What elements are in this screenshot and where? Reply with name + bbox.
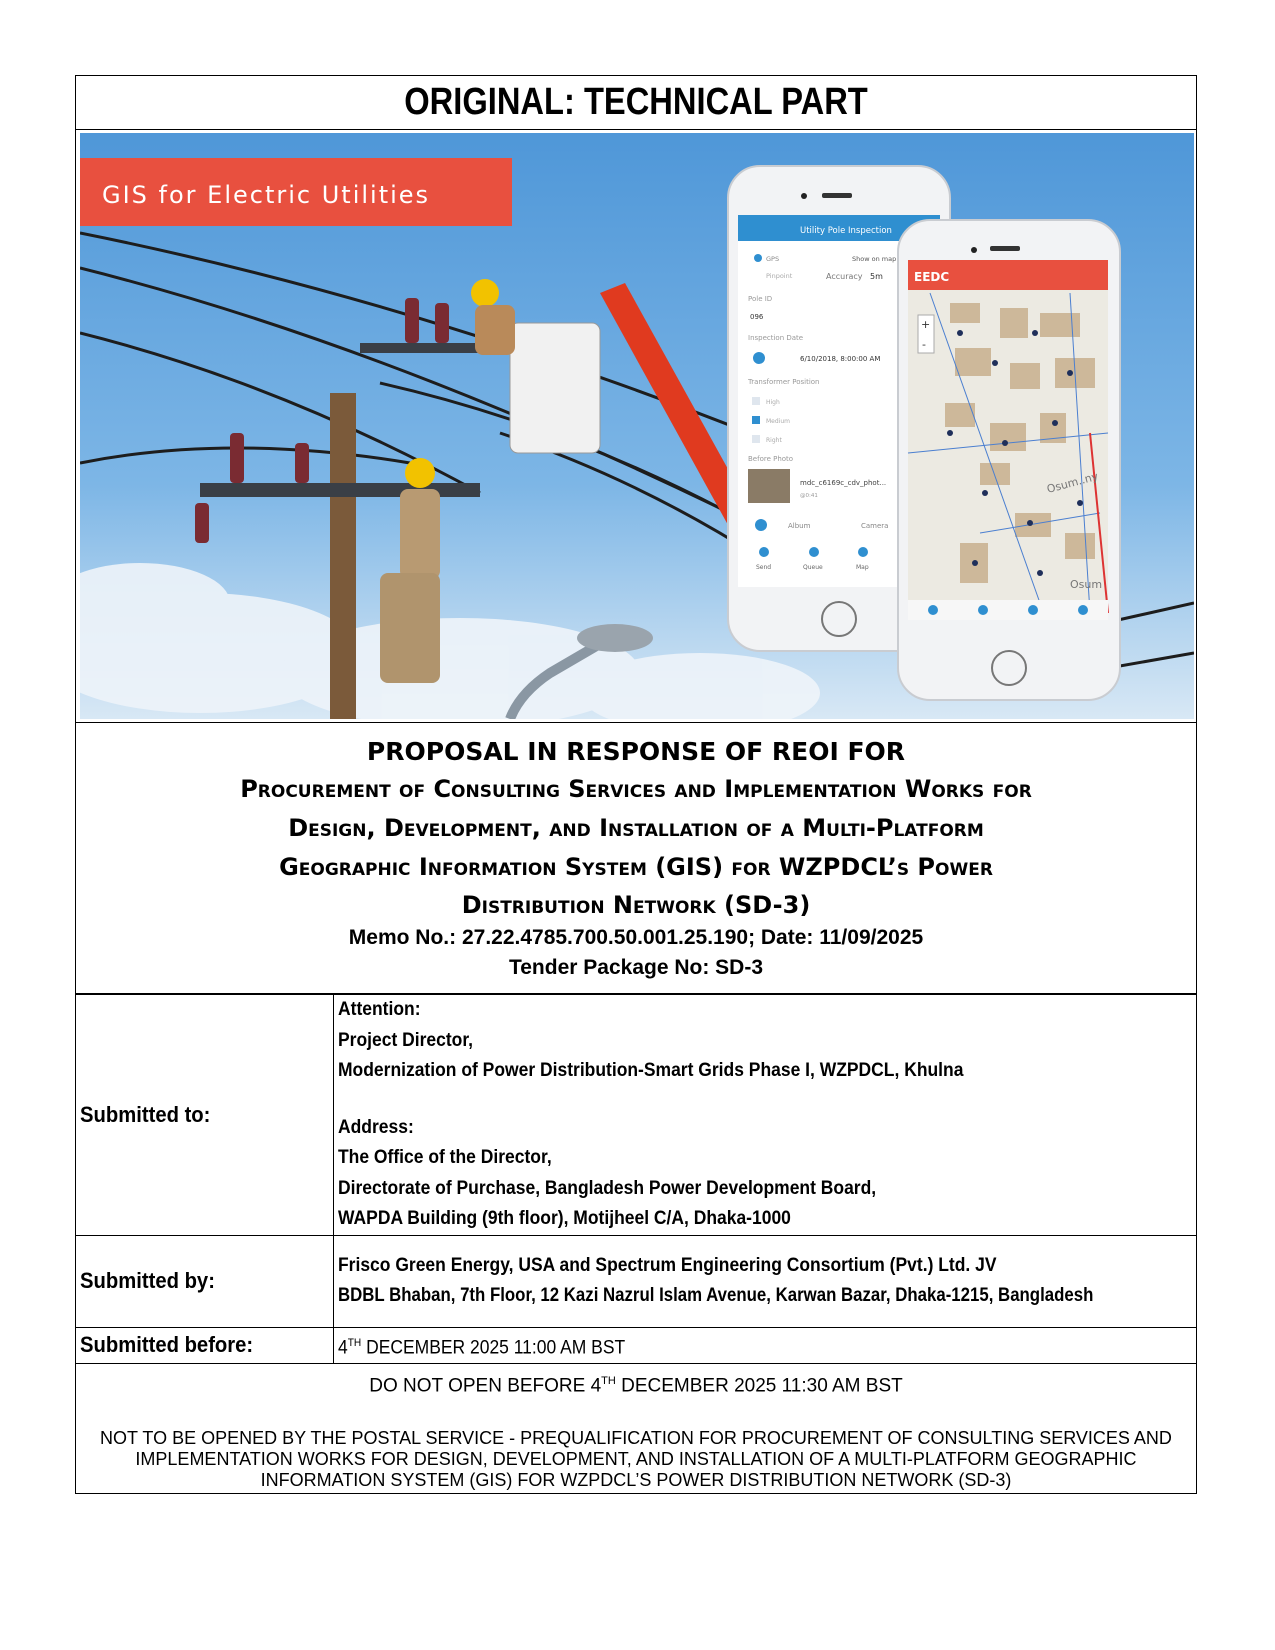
title-row: [76, 76, 1196, 130]
submitted-before-label: Submitted before:: [76, 1327, 334, 1364]
pole-id-value: 096: [750, 313, 764, 321]
app-title: Utility Pole Inspection: [800, 226, 892, 236]
cross-arm-upper: [360, 343, 480, 353]
address-line-2: Directorate of Purchase, Bangladesh Power Development Board,: [338, 1177, 877, 1199]
submitted-by-value: [334, 1235, 1196, 1327]
zoom-out-button: -: [922, 338, 926, 351]
camera-button: Camera: [861, 522, 889, 530]
map-button: Map: [856, 564, 869, 571]
pinpoint-option: Pinpoint: [766, 272, 793, 280]
address-line-3: WAPDA Building (9th floor), Motijheel C/A, Dhaka-1000: [338, 1208, 792, 1229]
street-label-1: Osum..ny: [1045, 469, 1100, 496]
submitted-by-label: Submitted by:: [76, 1235, 334, 1327]
submission-table: [76, 994, 1196, 1493]
street-label-2: Osum: [1070, 578, 1103, 591]
page-title: ORIGINAL: TECHNICAL PART: [404, 81, 868, 123]
eedc-logo: EEDC: [914, 270, 950, 284]
submitted-before-value: [334, 1327, 1196, 1364]
opt-medium: Medium: [766, 418, 790, 425]
hero-image: [76, 130, 1196, 723]
pole-id-label: Pole ID: [748, 295, 773, 303]
accuracy-value: 5m: [870, 272, 883, 281]
document-frame: [75, 75, 1197, 1494]
submitted-before-rest: DECEMBER 2025 11:00 AM BST: [361, 1336, 626, 1358]
attention-label: Attention:: [338, 999, 422, 1020]
proposal-heading: PROPOSAL IN RESPONSE OF REOI FOR: [366, 737, 906, 766]
opt-high: High: [766, 399, 780, 406]
photo-name: mdc_c6169c_cdv_phot...: [800, 479, 887, 487]
row-submitted-by: [76, 1235, 1196, 1327]
address-line-1: The Office of the Director,: [338, 1147, 553, 1168]
proposal-line-3: Geographic Information System (GIS) for WZPDCL’s Power: [279, 853, 993, 881]
utility-pole: [330, 393, 356, 719]
submitted-to-value: [334, 995, 1196, 1236]
zoom-in-button: +: [921, 318, 931, 331]
postal-note: NOT TO BE OPENED BY THE POSTAL SERVICE - PREQUALIFICATION FOR PROCUREMENT OF CONSULTING SERVICES AND IMPLEMENTATION WORKS FOR DESIGN, DEVELOPMENT, AND INSTALLATION OF A MULTI-PLATFORM GEOGRAPHIC INFORMATION SYSTEM (GIS) FOR WZPDCL’S POWER DISTRIBUTION NETWORK (SD-3): [100, 1427, 1172, 1490]
submitted-before-sup: TH: [348, 1336, 362, 1349]
address-label: Address:: [338, 1116, 415, 1138]
submitted-before-day: 4: [338, 1336, 349, 1358]
proposal-line-1: Procurement of Consulting Services and Implementation Works for: [240, 775, 1032, 803]
row-submitted-before: [76, 1327, 1196, 1364]
banner-text: GIS for Electric Utilities: [102, 181, 431, 209]
opt-right: Right: [766, 437, 782, 444]
album-button: Album: [788, 522, 811, 530]
queue-button: Queue: [803, 564, 823, 571]
row-submitted-to: [76, 995, 1196, 1236]
phone-map: [898, 220, 1120, 700]
photo-thumb: [748, 469, 790, 503]
submitted-to-label: Submitted to:: [76, 995, 334, 1236]
footer-notice: [76, 1364, 1196, 1492]
submitted-by-line-1: Frisco Green Energy, USA and Spectrum Engineering Consortium (Pvt.) Ltd. JV: [338, 1254, 998, 1276]
proposal-block: [76, 723, 1196, 994]
street-light-head: [577, 624, 653, 652]
accuracy-label: Accuracy: [826, 272, 863, 281]
memo-number: Memo No.: 27.22.4785.700.50.001.25.190; Date: 11/09/2025: [348, 926, 924, 949]
gps-option: GPS: [766, 255, 780, 263]
hero-illustration: [80, 133, 1194, 719]
attention-line-2: Modernization of Power Distribution-Smart Grids Phase I, WZPDCL, Khulna: [338, 1060, 964, 1081]
send-button: Send: [756, 564, 772, 571]
row-footer: [76, 1364, 1196, 1493]
show-on-map: Show on map: [852, 255, 897, 263]
inspection-date-label: Inspection Date: [748, 334, 804, 342]
before-photo-label: Before Photo: [748, 455, 794, 463]
proposal-line-2: Design, Development, and Installation of a Multi-Platform: [288, 814, 984, 842]
attention-line-1: Project Director,: [338, 1029, 474, 1051]
lift-bucket: [510, 323, 600, 453]
tender-package: Tender Package No: SD-3: [508, 956, 764, 979]
photo-time: @0:41: [800, 493, 818, 499]
do-not-open: DO NOT OPEN BEFORE 4TH DECEMBER 2025 11:30 AM BST: [369, 1375, 903, 1397]
transformer-label: Transformer Position: [748, 378, 820, 386]
inspection-date-value: 6/10/2018, 8:00:00 AM: [800, 355, 881, 363]
proposal-line-4: Distribution Network (SD-3): [461, 891, 811, 919]
submitted-by-line-2: BDBL Bhaban, 7th Floor, 12 Kazi Nazrul Islam Avenue, Karwan Bazar, Dhaka-1215, Bangladesh: [338, 1285, 1094, 1306]
